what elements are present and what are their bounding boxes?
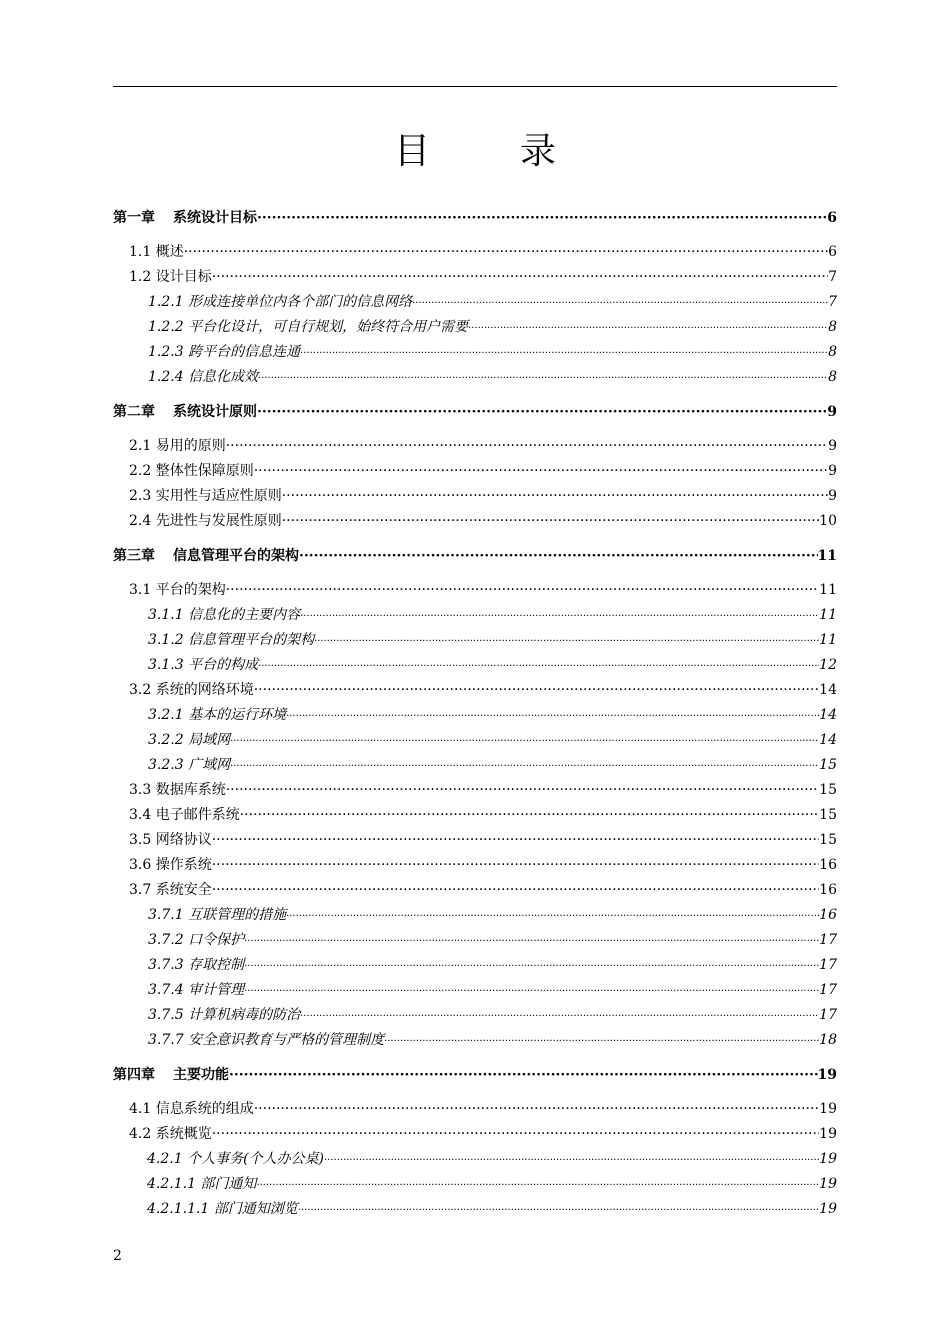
header-rule (113, 86, 837, 87)
toc-leader-dots (244, 954, 819, 979)
toc-entry[interactable] (113, 340, 837, 365)
toc-entry-title: 2.1 易用的原则 (129, 438, 226, 454)
toc-page-number: 9 (828, 488, 837, 504)
toc-entry[interactable] (113, 653, 837, 678)
toc-entry-title: 3.7.4 审计管理 (148, 982, 245, 998)
toc-leader-dots (257, 400, 827, 424)
toc-entry[interactable] (113, 1097, 837, 1122)
toc-chapter-title: 信息管理平台的架构 (173, 548, 299, 564)
toc-leader-dots (230, 754, 819, 779)
toc-entry-title: 3.3 数据库系统 (129, 782, 226, 798)
toc-leader-dots (226, 778, 819, 803)
toc-chapter-label (113, 400, 257, 424)
toc-entry[interactable] (113, 1197, 837, 1222)
toc-chapter-number: 第三章 (113, 548, 155, 564)
toc-leader-dots (324, 1148, 819, 1173)
toc-entry[interactable] (113, 853, 837, 878)
toc-page-number: 8 (828, 369, 837, 385)
title-char: 目 (393, 131, 520, 172)
toc-page-number: 11 (819, 607, 837, 623)
toc-chapter-title: 系统设计目标 (173, 210, 257, 226)
page-number: 2 (113, 1248, 122, 1264)
toc-entry-title: 1.2.3 跨平台的信息连通 (148, 344, 301, 360)
toc-entry-title: 1.2.1 形成连接单位内各个部门的信息网络 (148, 294, 413, 310)
toc-leader-dots (299, 544, 818, 568)
toc-entry-title: 1.1 概述 (129, 244, 184, 260)
toc-leader-dots (226, 434, 828, 459)
toc-entry[interactable] (113, 678, 837, 703)
toc-entry-title: 3.7.2 口令保护 (148, 932, 245, 948)
toc-page-number: 7 (828, 294, 837, 310)
toc-entry-title: 3.5 网络协议 (129, 832, 212, 848)
toc-entry-title: 3.6 操作系统 (129, 857, 212, 873)
toc-entry[interactable] (113, 928, 837, 953)
toc-leader-dots (244, 979, 819, 1004)
toc-page-number: 11 (819, 632, 837, 648)
toc-page-number: 19 (819, 1101, 837, 1117)
toc-chapter-label (113, 544, 299, 568)
toc-entry[interactable] (113, 728, 837, 753)
toc-entry-title: 3.2.1 基本的运行环境 (148, 707, 287, 723)
toc-leader-dots (212, 853, 819, 878)
toc-page-number: 19 (819, 1201, 837, 1217)
toc-chapter-label (113, 206, 257, 230)
toc-entry-title: 3.2 系统的网络环境 (129, 682, 254, 698)
toc-entry[interactable] (113, 978, 837, 1003)
toc-entry-title: 3.2.3 广域网 (148, 757, 231, 773)
toc-entry[interactable] (113, 603, 837, 628)
toc-page-number: 17 (819, 1007, 837, 1023)
toc-entry[interactable] (113, 578, 837, 603)
toc-leader-dots (244, 929, 819, 954)
toc-entry[interactable] (113, 753, 837, 778)
toc-leader-dots (314, 629, 819, 654)
toc-entry[interactable] (113, 828, 837, 853)
toc-entry-title: 4.2.1.1 部门通知 (147, 1176, 257, 1192)
title-char: 录 (520, 131, 647, 172)
toc-page-number: 10 (819, 513, 837, 529)
page-title (0, 130, 950, 174)
toc-page-number: 9 (828, 463, 837, 479)
toc-entry-title: 3.7.3 存取控制 (148, 957, 245, 973)
toc-entry[interactable] (113, 1172, 837, 1197)
toc-leader-dots (412, 291, 828, 316)
toc-entry-title: 1.2 设计目标 (129, 269, 212, 285)
toc-leader-dots (300, 341, 828, 366)
toc-entry-title: 3.7.1 互联管理的措施 (148, 907, 287, 923)
toc-chapter-entry[interactable] (113, 400, 837, 424)
toc-entry-title: 3.4 电子邮件系统 (129, 807, 240, 823)
toc-page-number: 17 (819, 982, 837, 998)
toc-page-number: 16 (819, 882, 837, 898)
toc-entry-title: 1.2.2 平台化设计，可自行规划，始终符合用户需要 (148, 319, 469, 335)
toc-entry-title: 3.1.3 平台的构成 (148, 657, 259, 673)
toc-entry[interactable] (113, 703, 837, 728)
toc-page-number: 14 (819, 732, 837, 748)
toc-leader-dots (254, 459, 828, 484)
toc-chapter-title: 系统设计原则 (173, 404, 257, 420)
toc-entry-title: 3.7.7 安全意识教育与严格的管理制度 (148, 1032, 385, 1048)
toc-entry-title: 1.2.4 信息化成效 (148, 369, 259, 385)
toc-chapter-number: 第四章 (113, 1067, 155, 1083)
toc-page-number: 19 (817, 1067, 837, 1083)
toc-entry-title: 2.2 整体性保障原则 (129, 463, 254, 479)
toc-page-number: 15 (819, 832, 837, 848)
toc-entry-title: 4.1 信息系统的组成 (129, 1101, 254, 1117)
table-of-contents (113, 206, 837, 1222)
toc-page-number: 9 (827, 404, 837, 420)
toc-entry[interactable] (113, 803, 837, 828)
toc-page-number: 16 (819, 857, 837, 873)
toc-entry-title: 3.1.2 信息管理平台的架构 (148, 632, 315, 648)
toc-entry[interactable] (113, 1122, 837, 1147)
toc-page-number: 19 (819, 1126, 837, 1142)
toc-page-number: 15 (819, 782, 837, 798)
toc-entry[interactable] (113, 1147, 837, 1172)
toc-entry-title: 3.7 系统安全 (129, 882, 212, 898)
toc-entry[interactable] (113, 628, 837, 653)
toc-leader-dots (384, 1029, 819, 1054)
toc-entry[interactable] (113, 290, 837, 315)
toc-page-number: 8 (828, 319, 837, 335)
toc-leader-dots (254, 1097, 819, 1122)
toc-entry[interactable] (113, 459, 837, 484)
toc-entry-title: 3.2.2 局域网 (148, 732, 231, 748)
toc-page-number: 6 (828, 244, 837, 260)
toc-leader-dots (282, 484, 828, 509)
toc-page-number: 16 (819, 907, 837, 923)
toc-page-number: 14 (819, 682, 837, 698)
toc-leader-dots (286, 904, 819, 929)
toc-page-number: 19 (819, 1151, 837, 1167)
toc-leader-dots (298, 1198, 819, 1223)
toc-page-number: 15 (819, 757, 837, 773)
toc-entry[interactable] (113, 509, 837, 534)
toc-entry-title: 2.3 实用性与适应性原则 (129, 488, 282, 504)
toc-entry-title: 4.2.1.1.1 部门通知浏览 (147, 1201, 298, 1217)
toc-entry[interactable] (113, 265, 837, 290)
toc-chapter-entry[interactable] (113, 1063, 837, 1087)
toc-page-number: 17 (819, 957, 837, 973)
toc-entry-title: 2.4 先进性与发展性原则 (129, 513, 282, 529)
toc-leader-dots (282, 509, 819, 534)
toc-entry[interactable] (113, 315, 837, 340)
toc-page-number: 8 (828, 344, 837, 360)
toc-entry-title: 3.1 平台的架构 (129, 582, 226, 598)
toc-page-number: 9 (828, 438, 837, 454)
toc-entry[interactable] (113, 1028, 837, 1053)
toc-leader-dots (240, 803, 819, 828)
toc-page-number: 11 (817, 548, 837, 564)
toc-leader-dots (300, 1004, 819, 1029)
toc-entry-title: 4.2.1 个人事务(个人办公桌) (147, 1151, 324, 1167)
toc-page-number: 18 (819, 1032, 837, 1048)
toc-chapter-entry[interactable] (113, 206, 837, 230)
toc-leader-dots (212, 265, 828, 290)
toc-page-number: 17 (819, 932, 837, 948)
toc-chapter-title: 主要功能 (173, 1067, 229, 1083)
toc-leader-dots (254, 678, 819, 703)
toc-page-number: 7 (828, 269, 837, 285)
toc-leader-dots (226, 578, 819, 603)
toc-entry-title: 3.1.1 信息化的主要内容 (148, 607, 301, 623)
toc-leader-dots (258, 654, 819, 679)
toc-page-number: 14 (819, 707, 837, 723)
toc-chapter-label (113, 1063, 229, 1087)
toc-entry-title: 3.7.5 计算机病毒的防治 (148, 1007, 301, 1023)
toc-page-number: 6 (827, 210, 837, 226)
toc-page-number: 12 (819, 657, 837, 673)
toc-entry[interactable] (113, 365, 837, 390)
toc-leader-dots (212, 1122, 819, 1147)
toc-leader-dots (300, 604, 819, 629)
toc-entry[interactable] (113, 484, 837, 509)
toc-leader-dots (212, 828, 819, 853)
toc-chapter-number: 第二章 (113, 404, 155, 420)
toc-entry[interactable] (113, 878, 837, 903)
toc-entry[interactable] (113, 778, 837, 803)
toc-entry[interactable] (113, 1003, 837, 1028)
toc-leader-dots (257, 206, 827, 230)
toc-leader-dots (212, 878, 819, 903)
toc-chapter-number: 第一章 (113, 210, 155, 226)
toc-page-number: 11 (819, 582, 837, 598)
toc-leader-dots (468, 316, 828, 341)
toc-leader-dots (184, 240, 828, 265)
toc-entry[interactable] (113, 434, 837, 459)
toc-leader-dots (286, 704, 819, 729)
toc-leader-dots (258, 366, 828, 391)
toc-entry[interactable] (113, 240, 837, 265)
toc-leader-dots (230, 729, 819, 754)
toc-page-number: 15 (819, 807, 837, 823)
toc-leader-dots (256, 1173, 819, 1198)
toc-entry[interactable] (113, 903, 837, 928)
toc-page-number: 19 (819, 1176, 837, 1192)
toc-chapter-entry[interactable] (113, 544, 837, 568)
toc-leader-dots (229, 1063, 818, 1087)
toc-entry-title: 4.2 系统概览 (129, 1126, 212, 1142)
toc-entry[interactable] (113, 953, 837, 978)
